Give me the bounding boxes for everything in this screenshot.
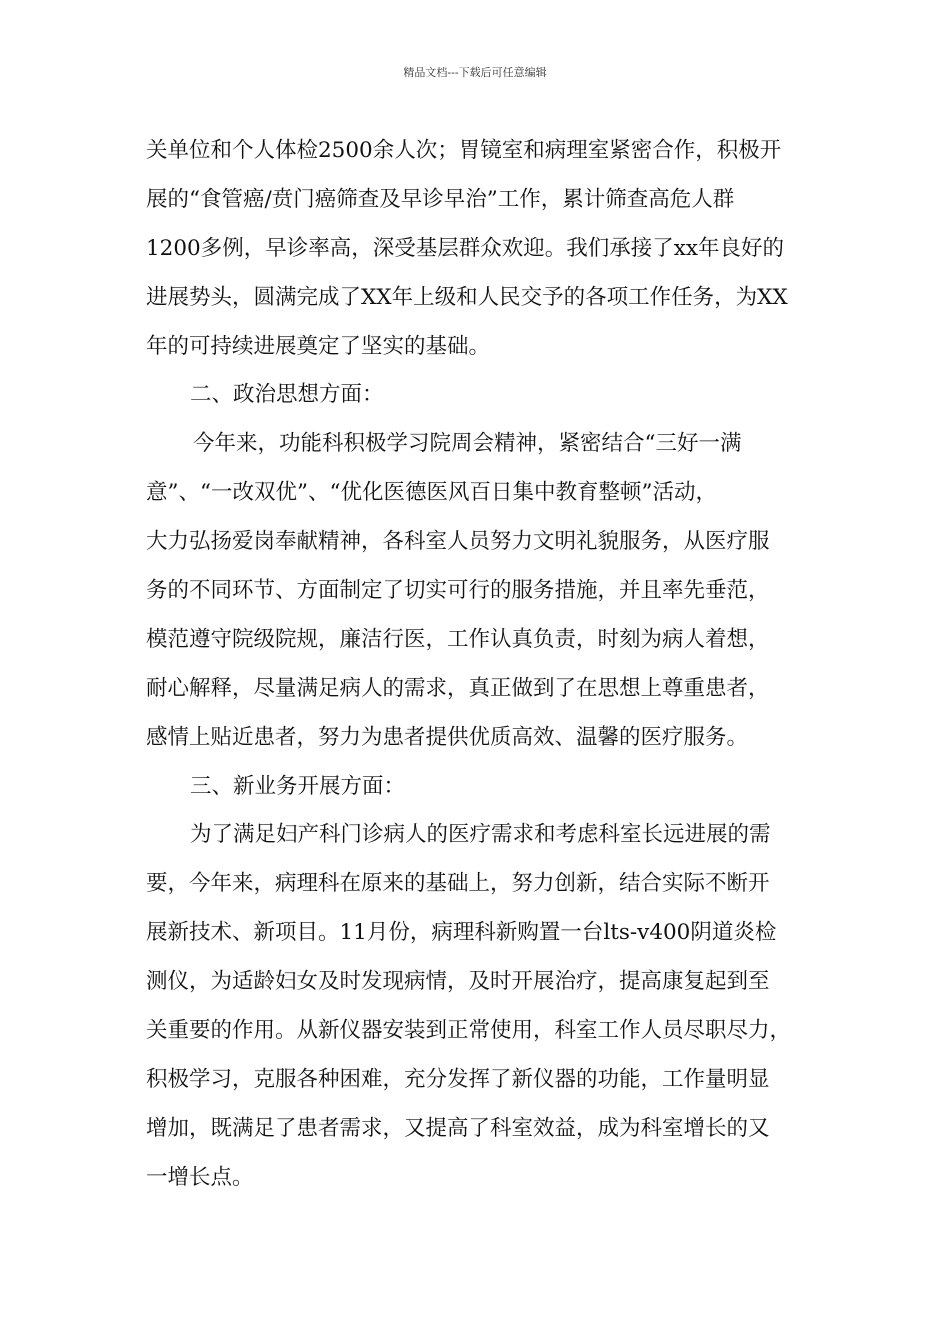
document-body (146, 127, 826, 1203)
text-line: 意”、“一改双优”、“优化医德医风百日集中教育整顿”活动， (146, 480, 717, 506)
text-line: 务的不同环节、方面制定了切实可行的服务措施，并且率先垂范， (146, 578, 770, 604)
text-line: 展新技术、新项目。11月份，病理科新购置一台lts-v400阴道炎检 (146, 920, 777, 946)
section-heading: 三、新业务开展方面： (190, 773, 406, 799)
text-line: 感情上贴近患者，努力为患者提供优质高效、温馨的医疗服务。 (146, 724, 749, 750)
text-line: 模范遵守院级院规，廉洁行医，工作认真负责，时刻为病人着想， (146, 626, 770, 652)
text-line: 一增长点。 (146, 1164, 254, 1190)
section-heading: 二、政治思想方面： (190, 382, 384, 408)
text-line: 关单位和个人体检2500余人次；胃镜室和病理室紧密合作，积极开 (146, 138, 782, 163)
page-header: 精品文档---下载后可任意编辑 (403, 66, 547, 79)
text-line: 展的“食管癌/贲门癌筛查及早诊早治”工作，累计筛查高危人群 (146, 186, 735, 212)
text-line: 今年来，功能科积极学习院周会精神，紧密结合“三好一满 (193, 431, 742, 457)
text-line: 增加，既满足了患者需求，又提高了科室效益，成为科室增长的又 (146, 1115, 770, 1141)
text-line: 大力弘扬爱岗奉献精神，各科室人员努力文明礼貌服务，从医疗服 (146, 529, 770, 555)
text-line: 耐心解释，尽量满足病人的需求，真正做到了在思想上尊重患者， (146, 675, 770, 701)
text-line: 要，今年来，病理科在原来的基础上，努力创新，结合实际不断开 (146, 871, 770, 897)
text-line: 关重要的作用。从新仪器安装到正常使用，科室工作人员尽职尽力， (146, 1018, 792, 1044)
text-line: 1200多例，早诊率高，深受基层群众欢迎。我们承接了xx年良好的 (146, 235, 784, 261)
text-line: 年的可持续进展奠定了坚实的基础。 (146, 333, 491, 359)
text-line: 测仪，为适龄妇女及时发现病情，及时开展治疗，提高康复起到至 (146, 969, 770, 995)
text-line: 积极学习，克服各种困难，充分发挥了新仪器的功能，工作量明显 (146, 1066, 770, 1092)
text-line: 为了满足妇产科门诊病人的医疗需求和考虑科室长远进展的需 (190, 822, 771, 848)
text-line: 进展势头，圆满完成了XX年上级和人民交予的各项工作任务，为XX (146, 284, 788, 310)
